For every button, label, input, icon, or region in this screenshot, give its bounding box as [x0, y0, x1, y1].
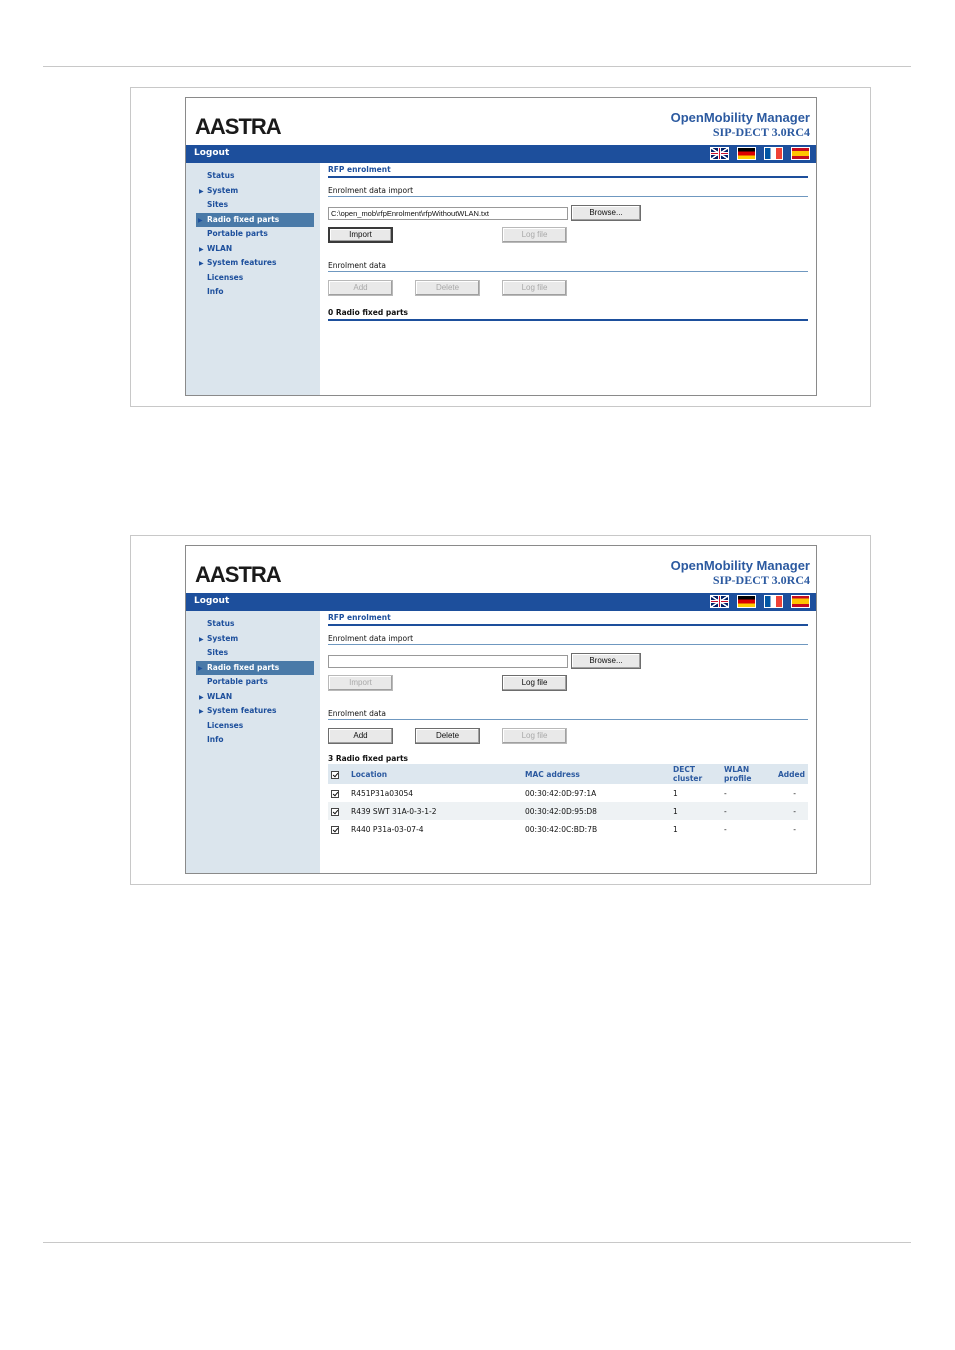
cell-added: - — [793, 788, 796, 798]
triangle-right-icon: ▶ — [199, 260, 204, 267]
cell-cluster: 1 — [673, 788, 678, 798]
brand-logo: AASTRA — [195, 562, 281, 587]
app-version: SIP-DECT 3.0RC4 — [712, 125, 810, 139]
screenshot-frame-1 — [130, 87, 871, 407]
browse-button[interactable]: Browse... — [571, 205, 641, 221]
rfp-count: 0 Radio fixed parts — [328, 308, 808, 321]
sidebar-nav — [186, 163, 320, 395]
select-all-checkbox[interactable] — [331, 771, 339, 779]
sidebar-item-licenses[interactable]: Licenses — [207, 272, 244, 282]
sidebar-item-wlan[interactable]: ▶ WLAN — [186, 690, 320, 705]
delete-button[interactable]: Delete — [415, 280, 480, 296]
cell-mac: 00:30:42:0C:BD:7B — [525, 824, 598, 834]
sidebar-nav — [186, 611, 320, 873]
cell-location: R439 SWT 31A-0-3-1-2 — [348, 802, 522, 820]
column-location[interactable]: Location — [348, 764, 522, 784]
sidebar-item-system[interactable]: ▶ System — [186, 632, 320, 647]
sidebar-item-status[interactable]: Status — [207, 171, 235, 180]
log-file-button-2[interactable]: Log file — [502, 280, 567, 296]
cell-cluster: 1 — [673, 824, 678, 834]
app-title: OpenMobility Manager SIP-DECT 3.0RC4 — [670, 110, 810, 139]
app-header — [186, 546, 816, 593]
sidebar-item-info[interactable]: Info — [207, 287, 224, 296]
logout-link[interactable]: Logout — [194, 148, 230, 158]
enrolment-data-title: Enrolment data — [328, 261, 808, 272]
uk-flag-icon[interactable] — [710, 595, 729, 608]
column-dect-cluster[interactable]: DECT cluster — [670, 764, 721, 784]
sidebar-item-wlan[interactable]: ▶ WLAN — [186, 242, 320, 257]
sidebar-item-sites[interactable]: Sites — [207, 648, 229, 657]
add-button[interactable]: Add — [328, 728, 393, 744]
page-bottom-rule — [43, 1242, 911, 1243]
cell-location: R440 P31a-03-07-4 — [351, 824, 424, 834]
import-button[interactable]: Import — [328, 675, 393, 691]
triangle-right-icon: ▶ — [199, 635, 204, 643]
table-header — [328, 764, 808, 784]
log-file-button[interactable]: Log file — [502, 227, 567, 243]
cell-cluster: 1 — [670, 802, 721, 820]
rfp-table — [328, 764, 808, 838]
fr-flag-icon[interactable] — [764, 147, 783, 160]
add-button[interactable]: Add — [328, 280, 393, 296]
rfp-count: 3 Radio fixed parts — [328, 754, 409, 763]
section-title: RFP enrolment — [328, 613, 808, 626]
sidebar-item-system[interactable]: ▶ System — [186, 184, 320, 199]
row-checkbox[interactable] — [331, 808, 339, 816]
es-flag-icon[interactable] — [791, 147, 810, 160]
sidebar-item-status[interactable]: Status — [207, 619, 235, 628]
import-section-title: Enrolment data import — [328, 634, 808, 645]
column-added[interactable]: Added — [772, 764, 808, 784]
top-bar — [186, 593, 816, 611]
uk-flag-icon[interactable] — [710, 147, 729, 160]
triangle-right-icon: ▶ — [199, 187, 204, 195]
brand-logo: AASTRA — [195, 114, 281, 139]
row-checkbox[interactable] — [331, 826, 339, 834]
sidebar-item-system-features[interactable]: ▶ System features — [186, 256, 320, 271]
file-path-input[interactable]: C:\open_mob\rfpEnrolment\rfpWithoutWLAN.txt — [328, 207, 568, 220]
triangle-right-icon: ▶ — [199, 693, 204, 701]
de-flag-icon[interactable] — [737, 147, 756, 160]
sidebar-item-licenses[interactable]: Licenses — [207, 720, 244, 730]
app-body — [186, 163, 816, 395]
cell-wlan: - — [724, 788, 727, 798]
app-window-2 — [185, 545, 817, 874]
main-content — [320, 611, 816, 873]
logout-link[interactable]: Logout — [194, 596, 230, 606]
cell-wlan: - — [724, 824, 727, 834]
top-bar — [186, 145, 816, 163]
column-wlan-profile[interactable]: WLAN profile — [721, 764, 772, 784]
sidebar-item-radio-fixed-parts[interactable]: ▶ Radio fixed parts — [196, 213, 314, 228]
fr-flag-icon[interactable] — [764, 595, 783, 608]
app-header — [186, 98, 816, 145]
select-all-header — [328, 764, 348, 784]
cell-added: - — [793, 824, 796, 834]
triangle-right-icon: ▶ — [199, 708, 204, 715]
table-row[interactable] — [328, 820, 808, 838]
sidebar-item-sites[interactable]: Sites — [207, 200, 229, 209]
de-flag-icon[interactable] — [737, 595, 756, 608]
section-title: RFP enrolment — [328, 165, 808, 178]
sidebar-item-radio-fixed-parts[interactable]: ▶ Radio fixed parts — [196, 661, 314, 676]
cell-wlan: - — [721, 802, 772, 820]
cell-mac: 00:30:42:0D:97:1A — [525, 788, 597, 798]
delete-button[interactable]: Delete — [415, 728, 480, 744]
es-flag-icon[interactable] — [791, 595, 810, 608]
app-version: SIP-DECT 3.0RC4 — [712, 573, 810, 587]
language-flags — [710, 147, 810, 160]
language-flags — [710, 595, 810, 608]
row-checkbox[interactable] — [331, 790, 339, 798]
main-content — [320, 163, 816, 395]
app-title: OpenMobility Manager SIP-DECT 3.0RC4 — [670, 558, 810, 587]
sidebar-item-system-features[interactable]: ▶ System features — [186, 704, 320, 719]
log-file-button[interactable]: Log file — [502, 675, 567, 691]
triangle-right-icon: ▶ — [198, 216, 203, 224]
column-mac-address[interactable]: MAC address — [522, 764, 670, 784]
sidebar-item-portable-parts[interactable]: Portable parts — [207, 677, 268, 686]
triangle-right-icon: ▶ — [198, 664, 203, 672]
triangle-right-icon: ▶ — [199, 245, 204, 253]
cell-added: - — [772, 802, 808, 820]
page-top-rule — [43, 66, 911, 67]
import-section-title: Enrolment data import — [328, 186, 808, 197]
cell-mac: 00:30:42:0D:95:D8 — [522, 802, 670, 820]
enrolment-data-title: Enrolment data — [328, 709, 808, 720]
cell-location: R451P31a03054 — [351, 788, 414, 798]
browse-button[interactable]: Browse... — [571, 653, 641, 669]
sidebar-item-portable-parts[interactable]: Portable parts — [207, 229, 268, 238]
file-path-input[interactable] — [328, 655, 568, 668]
table-row[interactable] — [328, 784, 808, 802]
import-button[interactable]: Import — [328, 227, 393, 243]
screenshot-frame-2 — [130, 535, 871, 885]
log-file-button-2[interactable]: Log file — [502, 728, 567, 744]
app-window-1 — [185, 97, 817, 396]
app-body — [186, 611, 816, 873]
sidebar-item-info[interactable]: Info — [207, 735, 224, 744]
table-row[interactable] — [328, 802, 808, 820]
